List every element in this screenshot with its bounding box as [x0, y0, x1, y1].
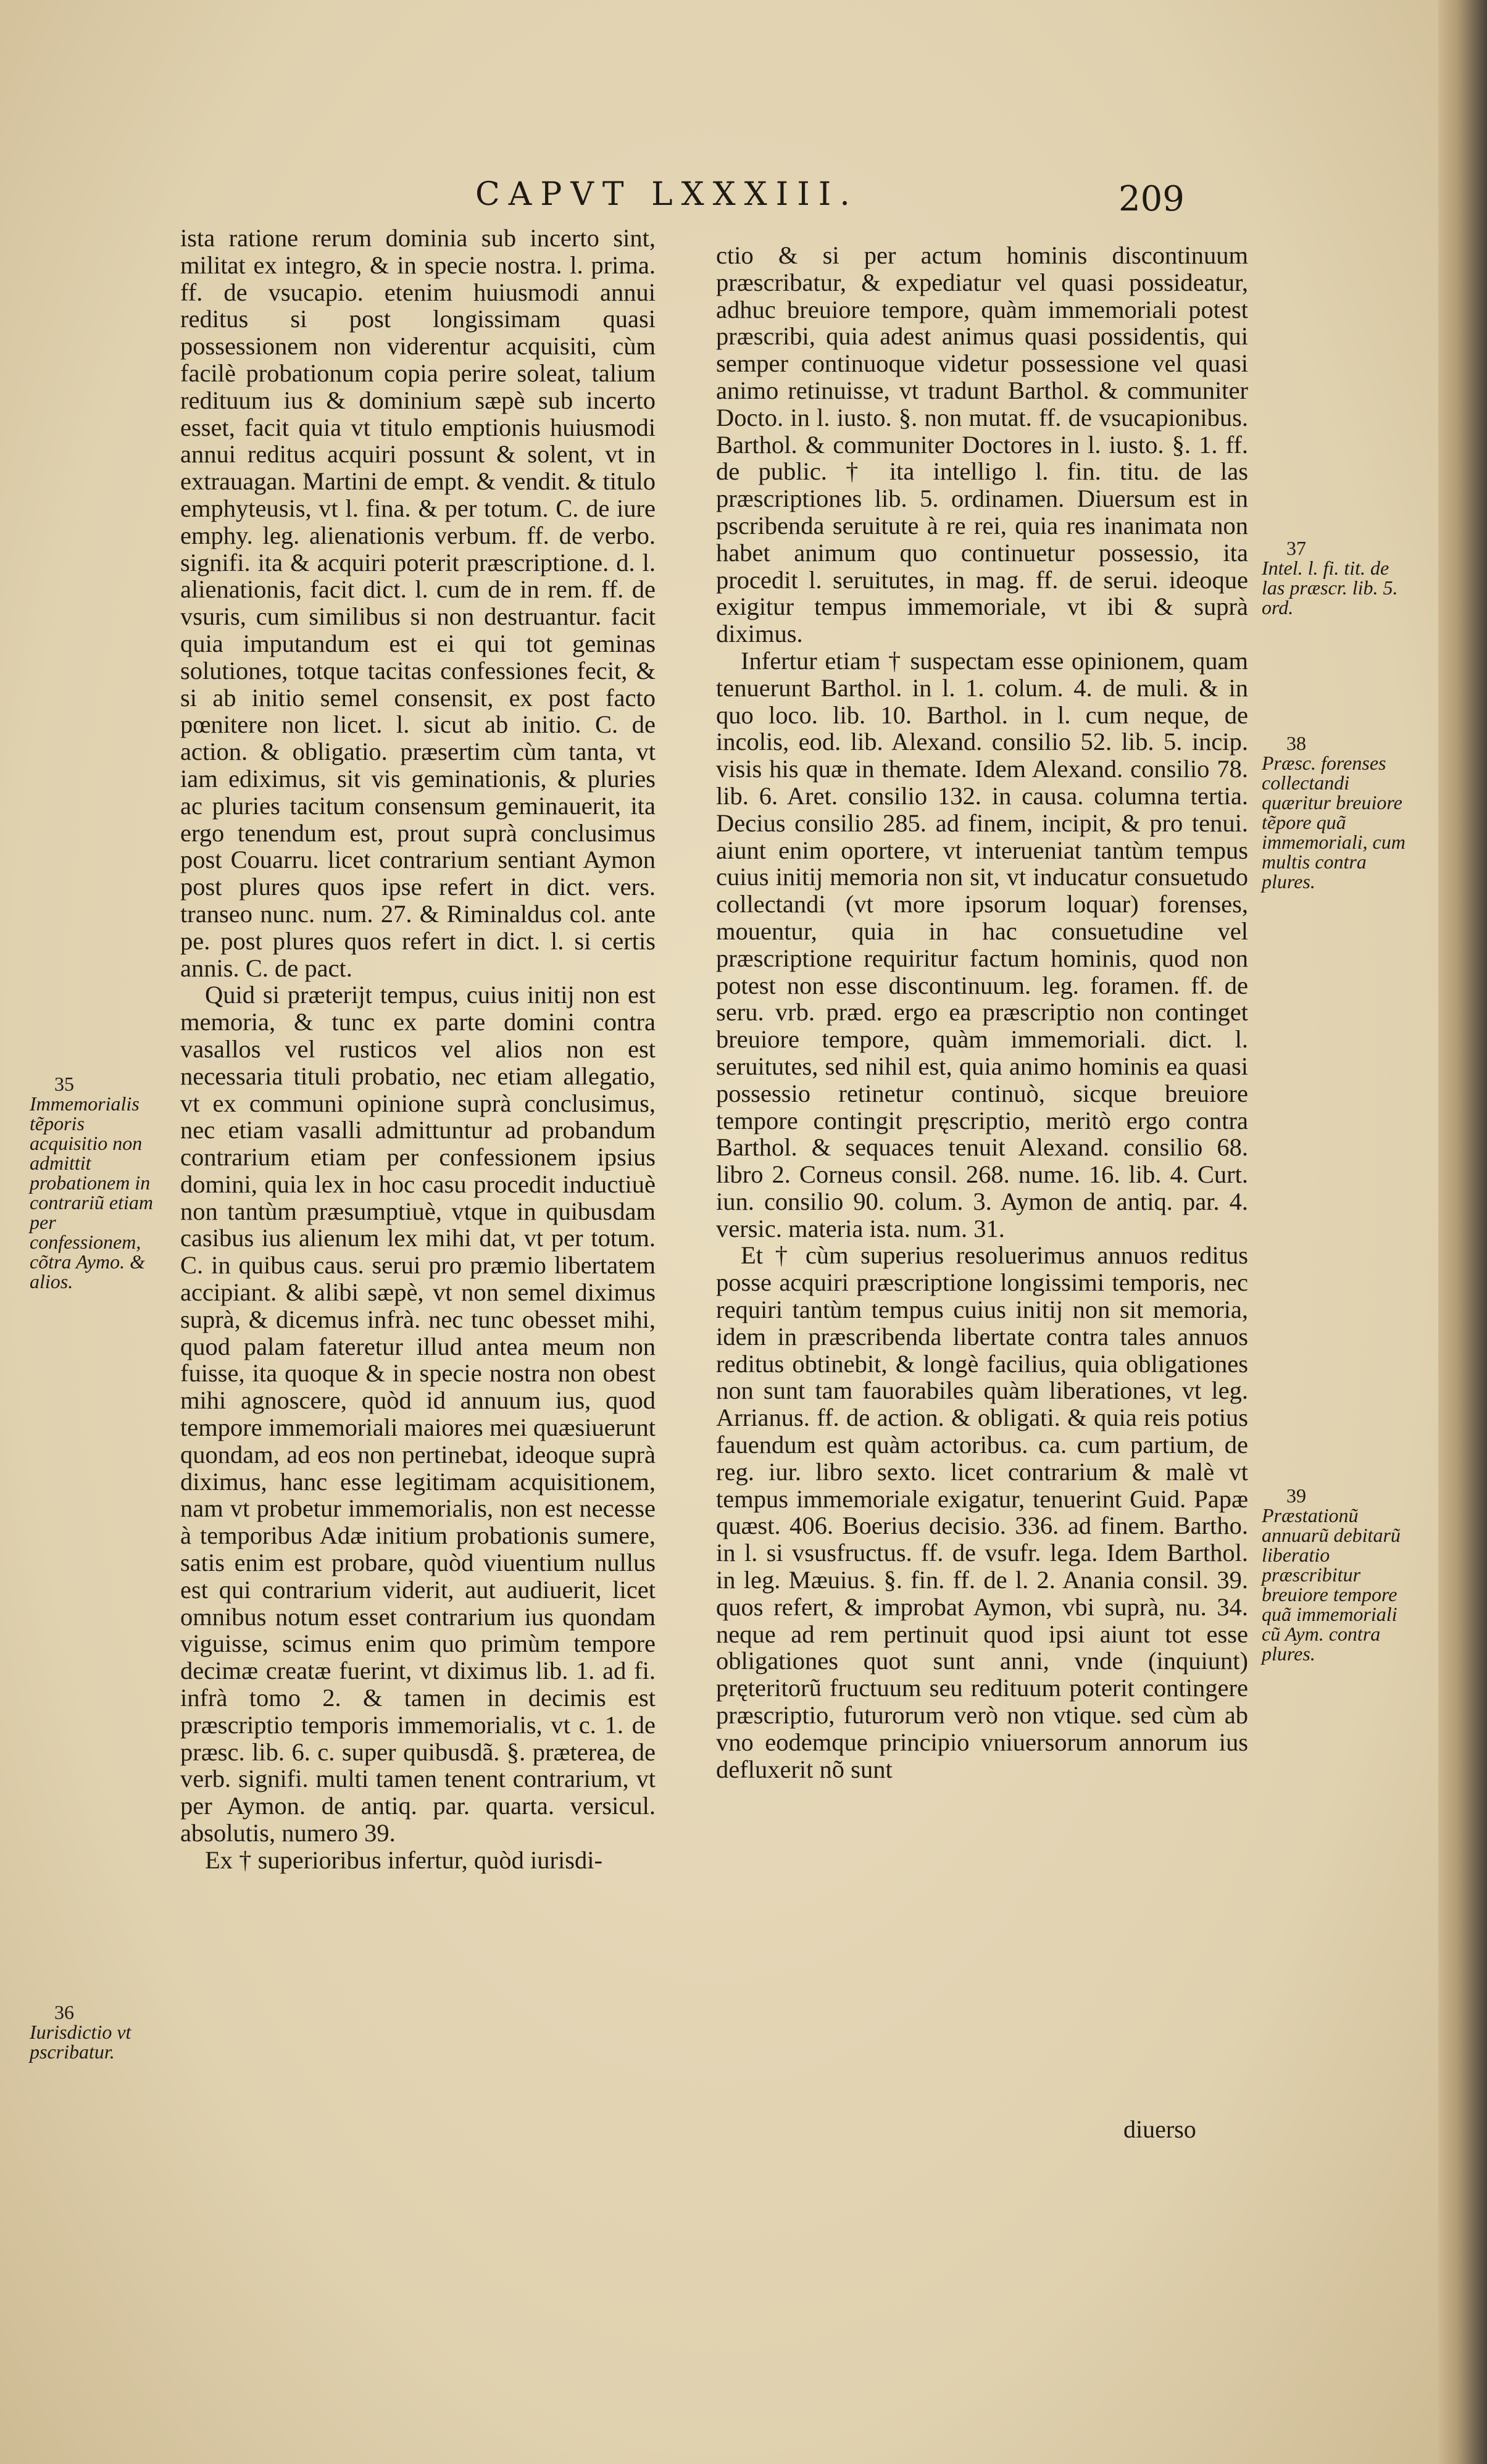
margin-note-text: Præsc. forenses collectandi quæritur breuiore tẽpore quã immemoriali, cum multis contra plures. [1262, 752, 1406, 893]
catchword: diuerso [1123, 2115, 1196, 2143]
left-paragraph-3: Ex † superioribus infertur, quòd iurisdi- [205, 1846, 603, 1874]
margin-note-text: Immemorialis tẽporis acquisitio non admittit probationem in contrariũ etiam per confessionem, cõtra Aymo. & alios. [30, 1093, 153, 1292]
right-paragraph-1: ctio & si per actum hominis discontinuum præscribatur, & expediatur vel quasi possideatur, adhuc breuiore tempore, quàm immemoriali potest præscribi, quia adest animus quasi possidentis, qui semper continuoque videtur possessione vel quasi animo retinuisse, vt tradunt Barthol. & communiter Docto. in l. iusto. §. non mutat. ff. de vsucapionibus. Barthol. & communiter Doctores in l. iusto. §. 1. ff. de public. † ita intelligo l. fin. titu. de las præscriptiones lib. 5. ordinamen. Diuersum est in pscribenda seruitute à re rei, quia res inanimata non habet animum quo continuetur possessio, ita procedit l. seruitutes, in mag. ff. de serui. ideoque exigitur tempus immemoriale, vt ibi & suprà diximus. [716, 241, 1248, 648]
margin-note-text: Præstationũ annuarũ debitarũ liberatio præscribitur breuiore tempore quã immemoriali cũ Aym. contra plures. [1262, 1504, 1401, 1665]
left-paragraph-1: ista ratione rerum dominia sub incerto sint, militat ex integro, & in specie nostra. l. prima. ff. de vsucapio. etenim huiusmodi annui reditus si post longissimam quasi possessionem non viderentur acquisiti, cùm facilè probationum copia perire soleat, talium redituum ius & dominium sæpè sub incerto esset, facit quia vt titulo emptionis huiusmodi annui reditus acquiri possunt & solent, vt in extrauagan. Martini de empt. & vendit. & titulo emphyteusis, vt l. fina. & per totum. C. de iure emphy. leg. alienationis verbum. ff. de verbo. signifi. ita & acquiri poterit præscriptione. d. l. alienationis, facit dict. l. cum de in rem. ff. de vsuris, cum similibus si non destruantur. facit quia imputandum est ei qui tot geminas solutiones, totque tacitas confessiones fecit, & si ab initio semel consensit, ex post facto pœnitere non licet. l. sicut ab initio. C. de action. & obligatio. præsertim cùm tanta, vt iam ediximus, sit vis geminationis, & pluries ac pluries tacitum consensum geminauerit, ita ergo tenendum est, prout suprà conclusimus post Couarru. licet contrarium sentiant Aymon post plures quos ipse refert in dict. vers. transeo nunc. num. 27. & Riminaldus col. ante pe. post plures quos refert in dict. l. si certis annis. C. de pact. [180, 224, 656, 982]
margin-note-text: Iurisdictio vt pscribatur. [30, 2021, 131, 2063]
right-paragraph-3: Et † cùm superius resoluerimus annuos reditus posse acquiri præscriptione longissimi temporis, nec requiri tantùm tempus cuius initij non sit memoria, idem in præscribenda libertate contra tales annuos reditus obtinebit, & longè facilius, quia obligationes non sunt tam fauorabiles quàm liberationes, vt leg. Arrianus. ff. de action. & obligati. & quia reis potius fauendum est quàm actoribus. ca. cum partium, de reg. iur. libro sexto. licet contrarium & malè vt tempus immemoriale exigatur, tenuerint Guid. Papæ quæst. 406. Boerius decisio. 336. ad finem. Bartho. in l. si vsusfructus. ff. de vsufr. lega. Idem Barthol. in leg. Mæuius. §. fin. ff. de l. 2. Anania consil. 39. quos refert, & improbat Aymon, vbi suprà, nu. 34. neque ad rem pertinuit quod ipsi aiunt tot esse obligationes quot sunt anni, vnde (inquiunt) pręteritorũ fructuum seu redituum poterit contingere præscriptio, futurorum verò non vtique. sed cùm ab vno eodemque principio vniuersorum annorum ius defluxerit nõ sunt [716, 1241, 1248, 1783]
margin-note-number: 35 [54, 1073, 74, 1095]
right-paragraph-2: Infertur etiam † suspectam esse opinionem, quam tenuerunt Barthol. in l. 1. colum. 4. de muli. & in quo loco. lib. 10. Barthol. in l. cum neque, de incolis, eod. lib. Alexand. consilio 52. lib. 5. incip. visis his quæ in themate. Idem Alexand. consilio 78. lib. 6. Aret. consilio 132. in causa. columna tertia. Decius consilio 285. ad finem, incipit, & pro tenui. aiunt enim oportere, vt interueniat tantùm tempus cuius initij memoria non sit, vt inducatur consuetudo collectandi (vt more ipsorum loquar) forenses, mouentur, quia in hac consuetudine vel præscriptione requiritur factum hominis, quod non potest non esse discontinuum. leg. foramen. ff. de seru. vrb. præd. ergo ea præscriptio non continget breuiore tempore, quàm immemoriali. dict. l. seruitutes, sed nihil est, quia animo hominis ea quasi possessio retinetur continuò, sicque breuiore tempore contingit pręscriptio, meritò ergo contra Barthol. & sequaces tenuit Alexand. consilio 68. libro 2. Corneus consil. 268. nume. 16. lib. 4. Curt. iun. consilio 90. colum. 3. Aymon de antiq. par. 4. versic. materia ista. num. 31. [716, 646, 1248, 1242]
margin-note-number: 36 [54, 2001, 74, 2023]
margin-note-38 [1262, 733, 1410, 891]
margin-note-36 [30, 2002, 153, 2062]
left-column [180, 225, 656, 1874]
margin-note-number: 38 [1286, 732, 1306, 754]
margin-note-39 [1262, 1486, 1410, 1663]
margin-note-number: 39 [1286, 1484, 1306, 1507]
margin-note-text: Intel. l. fi. tit. de las præscr. lib. 5. ord. [1262, 557, 1398, 618]
right-column [716, 242, 1248, 1783]
margin-note-35 [30, 1074, 153, 1291]
page-number: 209 [1118, 179, 1185, 219]
page-edge-shadow [1438, 0, 1487, 2464]
left-paragraph-2: Quid si præterijt tempus, cuius initij non est memoria, & tunc ex parte domini contra vasallos vel rusticos vel alios non est necessaria tituli probatio, nec etiam allegatio, vt ex communi opinione suprà conclusimus, nec etiam vasalli admittuntur ad probandum contrarium etiam per confessionem ipsius domini, quia lex in hoc casu procedit inductiuè non tantùm præsumptiuè, vtque in quibusdam casibus ius alienum lex mihi dat, vt per totum. C. in quibus caus. serui pro præmio libertatem accipiant. & alibi sæpè, vt non semel diximus suprà, & dicemus infrà. nec tunc obesset mihi, quod palam fateretur illud antea meum non fuisse, ita quoque & in specie nostra non obest mihi agnoscere, quòd id annuum ius, quod tempore immemoriali maiores mei quæsiuerunt quondam, ad eos non pertinebat, ideoque suprà diximus, hanc esse legitimam acquisitionem, nam vt probetur immemorialis, non est necesse à temporibus Adæ initium probationis sumere, satis enim est probare, quòd viuentium nullus est qui contrarium viderit, aut audiuerit, licet omnibus notum esset contrarium ius quondam viguisse, scimus enim quo primùm tempore decimæ creatæ fuerint, vt diximus lib. 1. ad fi. infrà tomo 2. & tamen in decimis est præscriptio temporis immemorialis, vt c. 1. de præsc. lib. 6. c. super quibusdã. §. præterea, de verb. signifi. multi tamen tenent contrarium, vt per Aymon. de antiq. par. quarta. versicul. absolutis, numero 39. [180, 981, 656, 1847]
running-header [0, 176, 1438, 225]
chapter-heading: CAPVT LXXXIII. [475, 176, 859, 213]
margin-note-37 [1262, 538, 1410, 617]
margin-note-number: 37 [1286, 537, 1306, 559]
